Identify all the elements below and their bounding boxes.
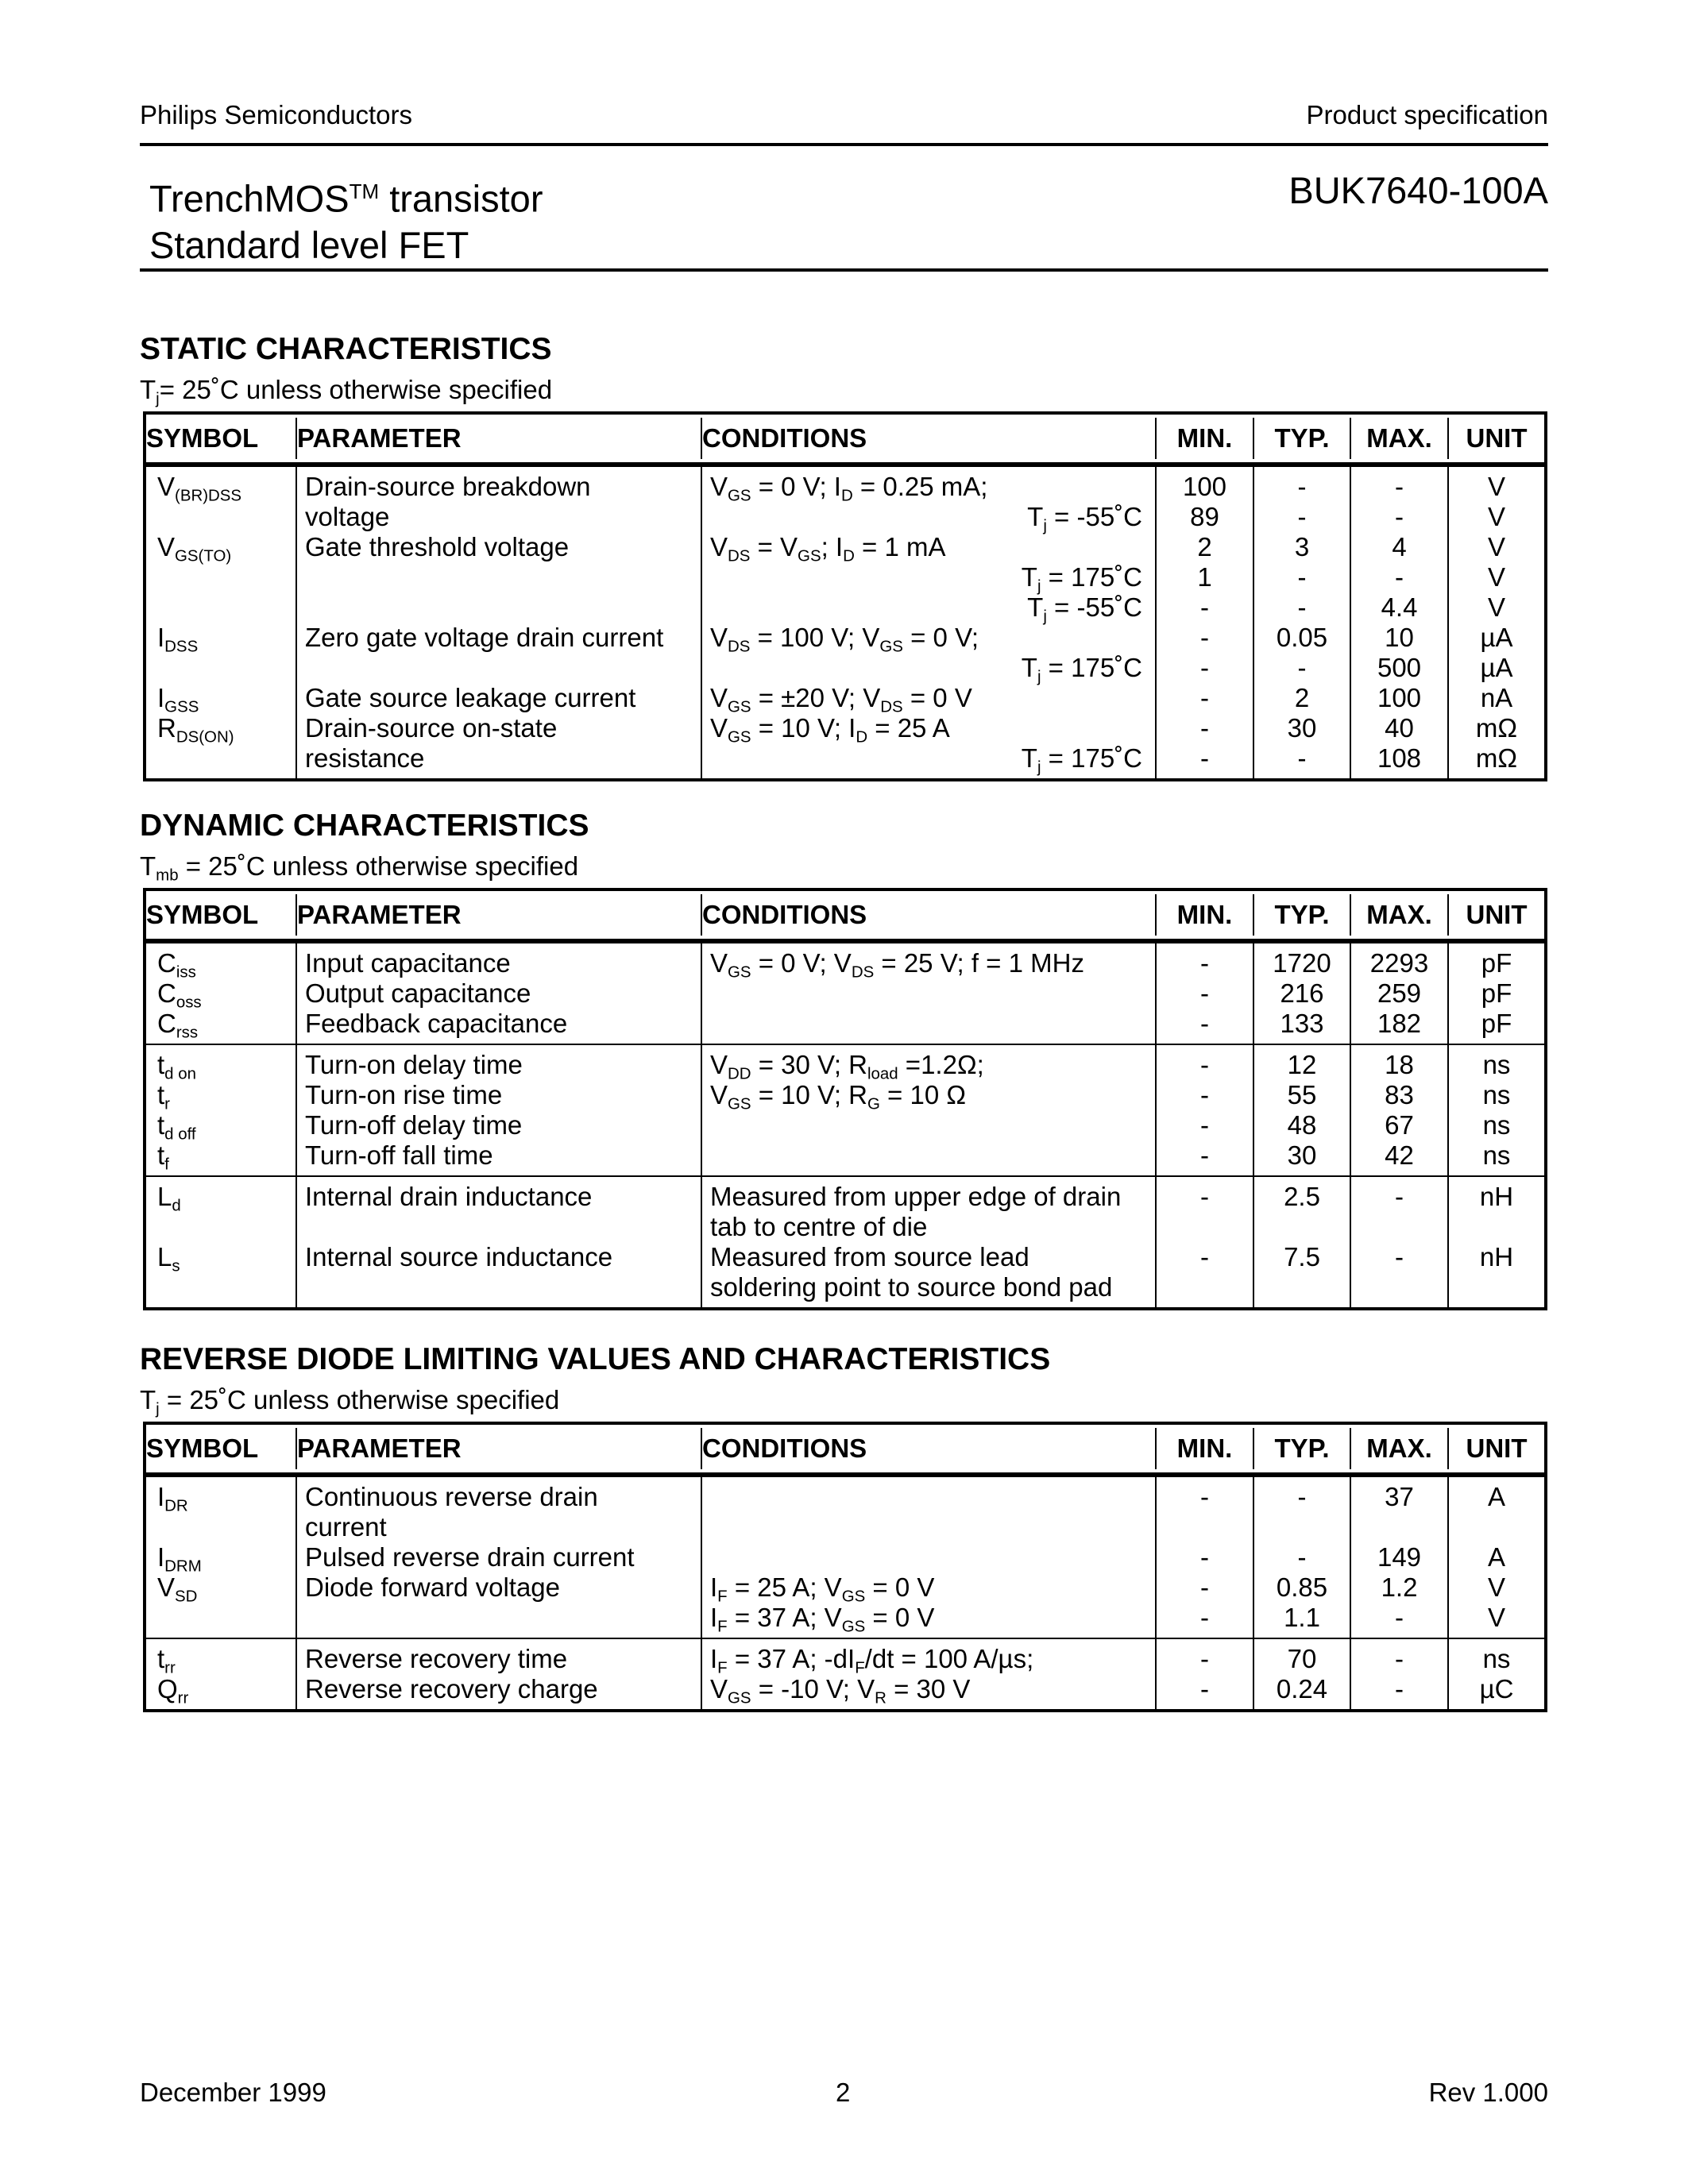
max-cell: 2293 259 182: [1351, 943, 1449, 1044]
col-typ: TYP.: [1254, 418, 1351, 459]
document-title: TrenchMOS™ transistor Standard level FET: [149, 177, 543, 266]
unit-cell: A A V V: [1487, 1482, 1505, 1632]
static-section-note: $T_j=$ 25˚C unless otherwise specified: [140, 375, 553, 408]
footer-page-number: 2: [836, 2078, 851, 2107]
col-typ: TYP.: [1254, 1428, 1351, 1469]
col-min: MIN.: [1157, 1428, 1254, 1469]
footer-date: December 1999: [140, 2078, 326, 2107]
col-max: MAX.: [1351, 418, 1449, 459]
max-cell: - -: [1351, 1639, 1449, 1709]
conditions-cell: $V_{DD} = 30$ V; $R_{load} =1.2\Omega$; $V_{GS} = 10$ V; $R_G = 10$ Ω: [702, 1045, 1157, 1175]
table-header: [146, 891, 1544, 942]
conditions-cell: $I_F = 25$ A; $V_{GS} = 0$ V $I_F = 37$ A; $V_{GS} = 0$ V: [702, 1477, 1157, 1638]
unit-cell: ns µC: [1479, 1644, 1514, 1704]
col-conditions: CONDITIONS: [702, 894, 1157, 936]
table-header: [146, 415, 1544, 465]
col-typ: TYP.: [1254, 894, 1351, 936]
col-parameter: PARAMETER: [297, 894, 702, 936]
col-unit: UNIT: [1466, 1433, 1528, 1463]
col-parameter: PARAMETER: [297, 1428, 702, 1469]
col-symbol: SYMBOL: [146, 894, 297, 936]
symbol-cell: $C_{iss}$ $C_{oss}$ $C_{rss}$: [146, 943, 297, 1044]
col-min: MIN.: [1157, 894, 1254, 936]
col-max: MAX.: [1351, 1428, 1449, 1469]
col-min: MIN.: [1157, 418, 1254, 459]
conditions-cell: $I_F = 37$ A; $-dI_F/dt = 100$ A/µs; $V_{GS} = -10$ V; $V_R = 30$ V: [702, 1639, 1157, 1709]
parameter-cell: Internal drain inductance Internal source inductance: [297, 1177, 702, 1307]
dynamic-table: [143, 888, 1547, 1310]
recovery-group: [146, 1638, 1544, 1709]
symbol-cell: $V_{(BR)DSS}$ $V_{GS(TO)}$ $I_{DSS}$ $I_{GSS}$ $R_{DS(ON)}$: [146, 467, 297, 778]
static-table: [143, 411, 1547, 781]
col-symbol: SYMBOL: [146, 418, 297, 459]
dynamic-section-title: DYNAMIC CHARACTERISTICS: [140, 808, 589, 843]
typ-cell: 12 55 48 30: [1254, 1045, 1351, 1175]
part-number: BUK7640-100A: [1288, 169, 1548, 211]
unit-cell: pF pF pF: [1481, 948, 1512, 1038]
min-cell: - -: [1157, 1639, 1254, 1709]
table-header: [146, 1425, 1544, 1476]
symbol-cell: $t_{rr}$ $Q_{rr}$: [146, 1639, 297, 1709]
max-cell: - -: [1351, 1177, 1449, 1307]
min-cell: - - - -: [1157, 1477, 1254, 1638]
typ-cell: 1720 216 133: [1254, 943, 1351, 1044]
max-cell: 37 149 1.2 -: [1351, 1477, 1449, 1638]
min-cell: - - - -: [1157, 1045, 1254, 1175]
col-symbol: SYMBOL: [146, 1428, 297, 1469]
parameter-cell: Continuous reverse drain current Pulsed reverse drain current Diode forward voltage: [297, 1477, 702, 1638]
max-cell: - - 4 - 4.4 10 500 100 40 108: [1351, 467, 1449, 778]
header-rule: [140, 143, 1548, 146]
parameter-cell: Drain-source breakdown voltage Gate threshold voltage Zero gate voltage drain current Gate source leakage current Drain-source on-state resistance: [297, 467, 702, 778]
symbol-cell: $L_d$ $L_s$: [146, 1177, 297, 1307]
typ-cell: - - 3 - - 0.05 - 2 30 -: [1254, 467, 1351, 778]
typ-cell: 2.5 7.5: [1254, 1177, 1351, 1307]
title-rule: [140, 268, 1548, 272]
min-cell: 100 89 2 1 - - - - - -: [1157, 467, 1254, 778]
diode-group: [146, 1476, 1544, 1638]
unit-cell: nH nH: [1479, 1182, 1514, 1271]
col-unit: UNIT: [1466, 423, 1528, 453]
typ-cell: - - 0.85 1.1: [1254, 1477, 1351, 1638]
header-doc-type: Product specification: [1306, 100, 1548, 129]
static-section-title: STATIC CHARACTERISTICS: [140, 332, 552, 366]
conditions-cell: $V_{GS} = 0$ V; $I_D = 0.25$ mA; $T_j$ = -55˚C $V_{DS} = V_{GS}$; $I_D = 1$ mA $T_j$ = 175˚C $T_j$ = -55˚C $V_{DS} = 100$ V; $V_{GS} = 0$ V; $T_j$ = 175˚C $V_{GS} = \pm 20$ V; $V_{DS} = 0$ V $V_{GS} = 10$ V; $I_D = 25$ A $T_j$ = 175˚C: [702, 467, 1157, 778]
col-max: MAX.: [1351, 894, 1449, 936]
static-group: [146, 465, 1544, 778]
header-company: Philips Semiconductors: [140, 100, 412, 129]
parameter-cell: Input capacitance Output capacitance Feedback capacitance: [297, 943, 702, 1044]
inductance-group: [146, 1175, 1544, 1307]
reverse-section-note: $T_j$ = 25˚C unless otherwise specified: [140, 1385, 560, 1418]
conditions-cell: $V_{GS} = 0$ V; $V_{DS} = 25$ V; f = 1 MHz: [702, 943, 1157, 1044]
symbol-cell: $I_{DR}$ $I_{DRM}$ $V_{SD}$: [146, 1477, 297, 1638]
min-cell: - - -: [1157, 943, 1254, 1044]
col-parameter: PARAMETER: [297, 418, 702, 459]
reverse-section-title: REVERSE DIODE LIMITING VALUES AND CHARACTERISTICS: [140, 1342, 1051, 1376]
unit-cell: V V V V V µA µA nA mΩ mΩ: [1475, 472, 1518, 773]
symbol-cell: $t_{d on}$ $t_r$ $t_{d off}$ $t_f$: [146, 1045, 297, 1175]
min-cell: - -: [1157, 1177, 1254, 1307]
col-conditions: CONDITIONS: [702, 1428, 1157, 1469]
footer-revision: Rev 1.000: [1428, 2078, 1548, 2107]
col-unit: UNIT: [1466, 900, 1528, 929]
reverse-table: [143, 1422, 1547, 1712]
col-conditions: CONDITIONS: [702, 418, 1157, 459]
switching-group: [146, 1044, 1544, 1175]
parameter-cell: Turn-on delay time Turn-on rise time Turn-off delay time Turn-off fall time: [297, 1045, 702, 1175]
dynamic-section-note: $T_{mb}$ = 25˚C unless otherwise specified: [140, 851, 579, 885]
typ-cell: 70 0.24: [1254, 1639, 1351, 1709]
unit-cell: ns ns ns ns: [1482, 1050, 1511, 1170]
conditions-cell: Measured from upper edge of drain tab to centre of die Measured from source lead soldering point to source bond pad: [702, 1177, 1157, 1307]
max-cell: 18 83 67 42: [1351, 1045, 1449, 1175]
capacitance-group: [146, 942, 1544, 1044]
parameter-cell: Reverse recovery time Reverse recovery charge: [297, 1639, 702, 1709]
